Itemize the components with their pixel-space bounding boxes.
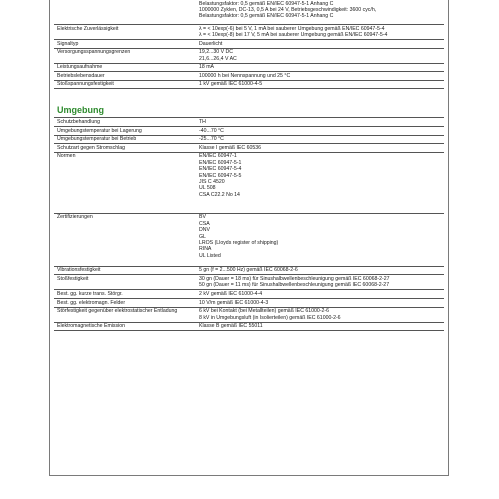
- spec-value-line: 21,6...26,4 V AC: [199, 55, 237, 62]
- spec-value-line: LROS (Lloyds register of shipping): [199, 239, 279, 246]
- spec-value: [196, 127, 444, 135]
- spec-label: Best. gg. elektromagn. Felder: [57, 299, 126, 306]
- spec-label: Elektrische Zuverlässigkeit: [57, 25, 119, 32]
- spec-value-line: λ = < 10exp(-6) bei 5 V, 1 mA bei sauberer Umgebung gemäß EN/IEC 60947-5-4: [199, 25, 385, 32]
- spec-label: Umgebungstemperatur bei Lagerung: [57, 127, 142, 134]
- spec-value: [196, 290, 444, 298]
- spec-value-line: 10 V/m gemäß IEC 61000-4-3: [199, 299, 269, 306]
- spec-value-line: GL: [199, 233, 206, 240]
- spec-value-line: 50 gn (Dauer = 11 ms) für Sinushalbwellenbeschleunigung gemäß IEC 60068-2-27: [199, 282, 390, 289]
- spacer: [54, 89, 444, 97]
- spec-label: Best. gg. kurze trans. Störgr.: [57, 290, 123, 297]
- spec-row: [54, 40, 444, 49]
- spec-value: [196, 118, 444, 126]
- spec-value-line: 100000 h bei Nennspannung und 25 °C: [199, 72, 291, 79]
- spec-value: [196, 81, 444, 89]
- spec-value-line: EN/IEC 60947-5-4: [199, 166, 242, 173]
- spec-value-line: 8 kV in Umgebungsluft (in Isolierteilen) gemäß IEC 61000-2-6: [199, 314, 341, 321]
- spec-row: [54, 49, 444, 64]
- spec-label: Vibrationsfestigkeit: [57, 267, 101, 274]
- spec-value-line: -40...70 °C: [199, 127, 224, 134]
- spec-value-line: Klasse I gemäß IEC 60536: [199, 144, 261, 151]
- spec-value: [196, 267, 444, 275]
- electrical-spec-table: [54, 0, 444, 89]
- spec-label: Betriebslebensdauer: [57, 72, 105, 79]
- spec-value-line: CSA: [199, 220, 210, 227]
- spec-value: [196, 299, 444, 307]
- spec-label: [54, 0, 196, 24]
- spec-row: [54, 0, 444, 25]
- spec-row: [54, 290, 444, 299]
- spec-row: [54, 127, 444, 136]
- spec-value-line: 18 mA: [199, 64, 214, 71]
- spec-row: [54, 64, 444, 73]
- spec-value-line: 30 gn (Dauer = 18 ms) für Sinushalbwellenbeschleunigung gemäß IEC 60068-2-27: [199, 275, 390, 282]
- spec-value-line: 1000000 Zyklen, DC-13, 0,5 A bei 24 V, Betriebsgeschwindigkeit: 3600 cyc/h,: [199, 7, 377, 13]
- spec-row: [54, 144, 444, 153]
- spec-label: Störfestigkeit gegenüber elektrostatischer Entladung: [57, 308, 178, 315]
- spec-label: Zertifizierungen: [57, 214, 93, 221]
- spec-value-line: BV: [199, 214, 206, 221]
- spec-value-line: JIS C 4520: [199, 178, 225, 185]
- spec-value: [196, 40, 444, 48]
- spec-label: Normen: [57, 153, 76, 160]
- spec-value: [196, 49, 444, 63]
- spec-value: [196, 275, 444, 289]
- spec-value-line: 5 gn (f = 2...500 Hz) gemäß IEC 60068-2-6: [199, 267, 298, 274]
- spec-label: Elektromagnetische Emission: [57, 323, 126, 330]
- spec-row: [54, 308, 444, 323]
- spec-value-line: Dauerlicht: [199, 40, 223, 47]
- spec-value-line: 19,2...30 V DC: [199, 49, 234, 56]
- spec-value-line: TH: [199, 118, 206, 125]
- spec-row: [54, 323, 444, 332]
- spec-label: Stoßfestigkeit: [57, 275, 89, 282]
- environment-spec-table: [54, 118, 444, 331]
- section-heading-umgebung: Umgebung: [54, 103, 444, 118]
- spec-value-line: EN/IEC 60947-1: [199, 153, 237, 160]
- spec-label: Stoßspannungsfestigkeit: [57, 81, 114, 88]
- spec-value-line: EN/IEC 60947-5-5: [199, 172, 242, 179]
- spec-label: Leistungsaufnahme: [57, 64, 103, 71]
- spec-sheet: [54, 0, 444, 331]
- spec-value-line: RINA: [199, 246, 212, 253]
- spec-value: [196, 153, 444, 213]
- spec-label: Schutzbehandlung: [57, 118, 100, 125]
- spec-value: [196, 64, 444, 72]
- spec-value-line: EN/IEC 60947-5-1: [199, 159, 242, 166]
- spec-row: [54, 81, 444, 90]
- spec-value-line: Belastungsfaktor: 0,5 gemäß EN/IEC 60947-5-1 Anhang C: [199, 0, 334, 7]
- spec-value: [196, 144, 444, 152]
- spec-label: Signaltyp: [57, 40, 79, 47]
- spec-value-line: DNV: [199, 227, 210, 234]
- spec-value: [196, 25, 444, 39]
- spec-value: [196, 214, 444, 266]
- spec-value: [196, 308, 444, 322]
- spec-value-line: UL 508: [199, 185, 216, 192]
- spec-row: [54, 275, 444, 290]
- spec-value: [196, 0, 444, 24]
- spec-value-line: 2 kV gemäß IEC 61000-4-4: [199, 290, 263, 297]
- spec-value-line: λ = < 10exp(-8) bei 17 V, 5 mA bei sauberer Umgebung gemäß EN/IEC 60947-5-4: [199, 32, 388, 38]
- spec-row: [54, 267, 444, 276]
- spec-value-line: CSA C22.2 No 14: [199, 191, 240, 198]
- spec-label: Schutzart gegen Stromschlag: [57, 144, 126, 151]
- spec-value-line: Belastungsfaktor: 0,5 gemäß EN/IEC 60947-5-1 Anhang C: [199, 13, 334, 20]
- spec-label: Versorgungsspannungsgrenzen: [57, 49, 131, 56]
- spec-value: [196, 72, 444, 80]
- spec-row: [54, 118, 444, 127]
- spec-value-line: 6 kV bei Kontakt (bei Metallteilen) gemäß IEC 61000-2-6: [199, 308, 330, 315]
- spec-row: [54, 136, 444, 145]
- spec-row: [54, 72, 444, 81]
- spec-row: [54, 25, 444, 40]
- spec-value-line: 1 kV gemäß IEC 61000-4-5: [199, 81, 263, 88]
- spec-row: [54, 299, 444, 308]
- spec-label: Umgebungstemperatur bei Betrieb: [57, 136, 137, 143]
- spec-value-line: Klasse B gemäß IEC 55011: [199, 323, 263, 330]
- spec-value-line: -25...70 °C: [199, 136, 224, 143]
- spec-row: [54, 214, 444, 267]
- spec-value-line: UL Listed: [199, 252, 221, 259]
- spec-value: [196, 323, 444, 331]
- spec-value: [196, 136, 444, 144]
- spec-row: [54, 153, 444, 214]
